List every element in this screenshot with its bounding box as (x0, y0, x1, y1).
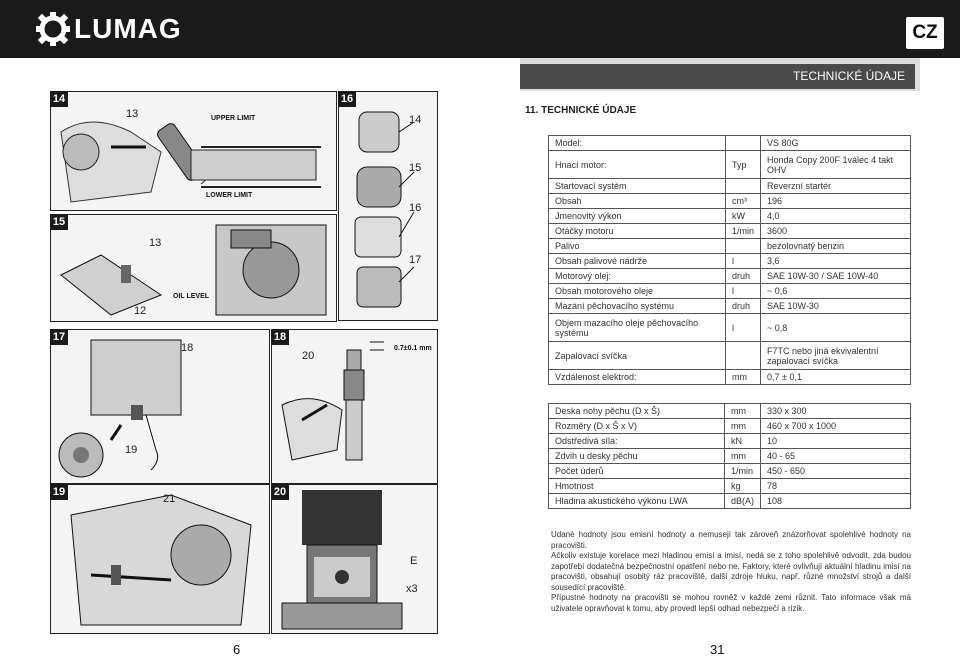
notes (551, 530, 911, 614)
callout: 21 (163, 493, 176, 505)
spec-unit: mm (724, 449, 760, 464)
spec-row (549, 194, 911, 209)
spec-value: 450 - 650 (761, 464, 911, 479)
spec-value: F7TC nebo jiná ekvivalentní zapalovací svíčka (761, 342, 911, 370)
spec-unit (725, 342, 760, 370)
spec-value: 108 (761, 494, 911, 509)
spec-label: Deska nohy pěchu (D x Š) (549, 404, 725, 419)
figure-14 (50, 91, 337, 211)
section-title: 11. TECHNICKÉ ÚDAJE (525, 105, 637, 116)
figure-tag: 20 (271, 484, 289, 500)
callout: 20 (302, 350, 315, 362)
spec-value: bezolovnatý benzin (761, 239, 911, 254)
spec-unit: dB(A) (724, 494, 760, 509)
spec-unit: l (725, 314, 760, 342)
spec-value: 3,6 (761, 254, 911, 269)
caption-lower-limit: LOWER LIMIT (206, 192, 253, 199)
spark-plug-illustration (272, 330, 438, 484)
spec-unit: mm (724, 404, 760, 419)
spec-unit: kN (724, 434, 760, 449)
callout: 16 (409, 202, 422, 214)
spec-value: 4,0 (761, 209, 911, 224)
spec-label: Hladina akustického výkonu LWA (549, 494, 725, 509)
spec-unit: kg (724, 479, 760, 494)
spec-label: Vzdálenost elektrod: (549, 370, 726, 385)
brand-logo (36, 12, 182, 46)
spec-unit: druh (725, 269, 760, 284)
spec-value: 460 x 700 x 1000 (761, 419, 911, 434)
figure-tag: 19 (50, 484, 68, 500)
spec-label: Startovací systém (549, 179, 726, 194)
gear-icon (36, 12, 70, 46)
spec-unit: l (725, 254, 760, 269)
figure-tag: 14 (50, 91, 68, 107)
spec-row (549, 179, 911, 194)
spec-row (549, 254, 911, 269)
spec-unit: Typ (725, 151, 760, 179)
spec-row (549, 419, 911, 434)
spec-label: Hmotnost (549, 479, 725, 494)
spec-unit: kW (725, 209, 760, 224)
spec-value: 10 (761, 434, 911, 449)
figure-tag: 17 (50, 329, 68, 345)
callout: 15 (409, 162, 422, 174)
note-paragraph: Přípustné hodnoty na pracovišti se mohou rovněž v každé zemi různit. Tato informace však má uživatele opravňovat k tomu, aby provedl lepší odhad nebezpečí a rizik. (551, 593, 911, 613)
spec-unit: cm³ (725, 194, 760, 209)
spec-row (549, 479, 911, 494)
spec-table-machine (548, 403, 911, 509)
spec-row (549, 494, 911, 509)
spec-unit (725, 136, 760, 151)
spec-label: Rozměry (D x Š x V) (549, 419, 725, 434)
spec-unit (725, 239, 760, 254)
figure-15 (50, 214, 337, 322)
spec-value: SAE 10W-30 / SAE 10W-40 (761, 269, 911, 284)
spec-row (549, 434, 911, 449)
spec-table-engine (548, 135, 911, 385)
caption-oil-level: OIL LEVEL (173, 293, 210, 300)
spec-row (549, 299, 911, 314)
spec-unit: 1/min (724, 464, 760, 479)
spec-label: Model: (549, 136, 726, 151)
figure-tag: 18 (271, 329, 289, 345)
spec-row (549, 284, 911, 299)
note-paragraph: Udané hodnoty jsou emisní hodnoty a nemusejí tak zároveň znázorňovat spolehlivé hodnoty na pracovišti. (551, 530, 911, 550)
spec-row (549, 314, 911, 342)
spec-label: Zdvih u desky pěchu (549, 449, 725, 464)
callout: x3 (406, 583, 418, 595)
spec-label: Objem mazacího oleje pěchovacího systému (549, 314, 726, 342)
figure-20 (271, 484, 438, 634)
callout: 13 (126, 108, 139, 120)
spec-value: ~ 0,8 (761, 314, 911, 342)
figure-17 (50, 329, 270, 484)
language-badge: CZ (906, 17, 944, 49)
spec-row (549, 269, 911, 284)
spec-unit: 1/min (725, 224, 760, 239)
callout: E (410, 555, 418, 567)
spec-row (549, 224, 911, 239)
spec-row (549, 404, 911, 419)
spec-value: 3600 (761, 224, 911, 239)
spec-label: Otáčky motoru (549, 224, 726, 239)
spec-row (549, 370, 911, 385)
air-filter-exploded-illustration (339, 92, 438, 321)
spec-row (549, 449, 911, 464)
spec-label: Motorový olej: (549, 269, 726, 284)
spec-unit (725, 179, 760, 194)
spec-unit: mm (724, 419, 760, 434)
callout: 19 (125, 444, 138, 456)
spec-row (549, 464, 911, 479)
spec-label: Obsah palivové nádrže (549, 254, 726, 269)
oil-dipstick-illustration (51, 92, 337, 211)
callout: 13 (149, 237, 162, 249)
spec-label: Palivo (549, 239, 726, 254)
caption-upper-limit: UPPER LIMIT (211, 115, 256, 122)
spec-value: Reverzní startér (761, 179, 911, 194)
page-number-right: 31 (710, 642, 725, 657)
top-bar (0, 0, 960, 58)
page-number-left: 6 (233, 642, 241, 657)
caption-electrode-gap: 0.7±0.1 mm (394, 345, 432, 352)
spec-label: Hnací motor: (549, 151, 726, 179)
spec-unit: l (725, 284, 760, 299)
spec-label: Jmenovitý výkon (549, 209, 726, 224)
spec-row (549, 136, 911, 151)
spec-value: VS 80G (761, 136, 911, 151)
spec-value: 330 x 300 (761, 404, 911, 419)
spec-value: 196 (761, 194, 911, 209)
figure-18 (271, 329, 438, 484)
callout: 14 (409, 114, 422, 126)
spec-label: Počet úderů (549, 464, 725, 479)
engine-oil-level-illustration (51, 215, 337, 322)
spec-row (549, 239, 911, 254)
callout: 12 (134, 305, 147, 317)
brand-name: LUMAG (74, 13, 182, 44)
spec-value: SAE 10W-30 (761, 299, 911, 314)
figure-16 (338, 91, 438, 321)
spec-value: 0,7 ± 0,1 (761, 370, 911, 385)
figure-19 (50, 484, 270, 634)
spec-value: ~ 0,6 (761, 284, 911, 299)
spec-label: Mazání pěchovacího systému (549, 299, 726, 314)
figure-tag: 15 (50, 214, 68, 230)
spec-label: Odstředivá síla: (549, 434, 725, 449)
spec-label: Obsah (549, 194, 726, 209)
note-paragraph: Ačkoliv existuje korelace mezi hladinou emisí a imisí, nedá se z toho spolehlivě odvodit, zda budou zapotřebí dodatečná bezpečnostní opatření nebo ne. Faktory, které ovlivňují aktuální hladinu imisí na pracovišti, obsahují osobitý ráz pracoviště, další zdroje hluku, např. různé množství strojů a další sousedící pracoviště. (551, 551, 911, 592)
callout: 17 (409, 254, 422, 266)
spec-unit: druh (725, 299, 760, 314)
spec-unit: mm (725, 370, 760, 385)
spec-row (549, 151, 911, 179)
figure-tag: 16 (338, 91, 356, 107)
callout: 18 (181, 342, 194, 354)
oil-drain-illustration (51, 330, 270, 484)
spec-value: 40 - 65 (761, 449, 911, 464)
spec-value: 78 (761, 479, 911, 494)
spec-label: Zapalovací svíčka (549, 342, 726, 370)
spec-value: Honda Copy 200F 1válec 4 takt OHV (761, 151, 911, 179)
spec-row (549, 209, 911, 224)
fuel-line-illustration (51, 485, 270, 634)
spec-row (549, 342, 911, 370)
section-header: TECHNICKÉ ÚDAJE (520, 64, 915, 89)
spec-label: Obsah motorového oleje (549, 284, 726, 299)
